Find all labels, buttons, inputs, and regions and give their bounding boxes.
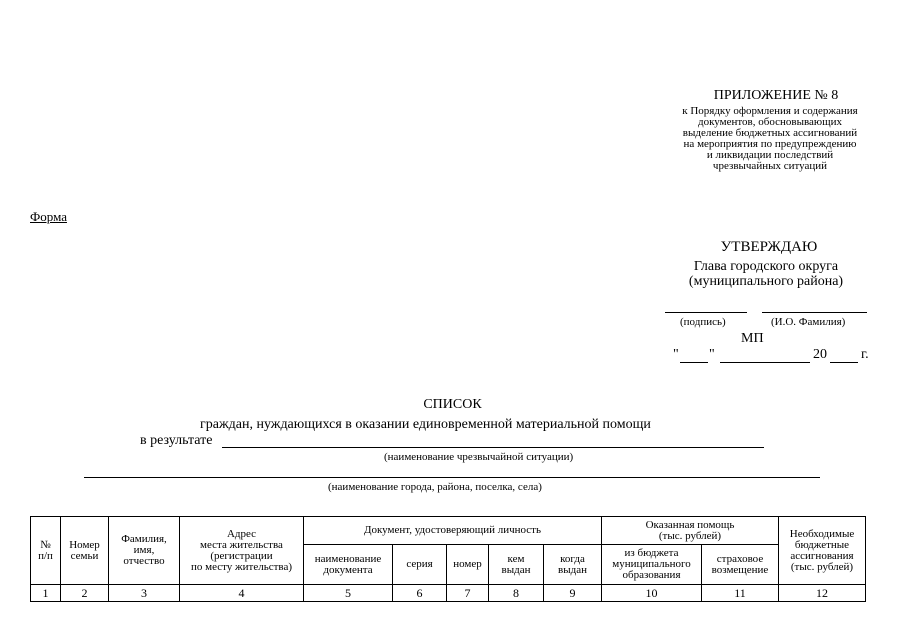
header-doc-number: номер	[447, 545, 489, 585]
date-open-quote: "	[673, 347, 679, 362]
column-number: 12	[779, 585, 866, 602]
appendix-block	[640, 88, 900, 172]
year-prefix: 20	[813, 347, 827, 362]
header-doc-series: серия	[393, 545, 447, 585]
header-doc-issued-by: кем выдан	[489, 545, 544, 585]
header-family: Номер семьи	[61, 517, 109, 585]
name-caption: (И.О. Фамилия)	[771, 316, 846, 328]
approval-position	[637, 259, 895, 289]
year-suffix: г.	[861, 347, 869, 362]
approval-heading: УТВЕРЖДАЮ	[720, 239, 818, 255]
emergency-caption: (наименование чрезвычайной ситуации)	[384, 451, 574, 463]
header-doc-name: наименование документа	[304, 545, 393, 585]
name-line	[762, 312, 867, 313]
appendix-line: на мероприятия по предупреждению	[683, 138, 857, 150]
place-line	[84, 477, 820, 478]
column-number: 5	[304, 585, 393, 602]
emergency-line	[222, 447, 764, 448]
date-close-quote: "	[709, 347, 715, 362]
appendix-line: чрезвычайных ситуаций	[712, 160, 828, 172]
column-number: 8	[489, 585, 544, 602]
column-number: 10	[602, 585, 702, 602]
appendix-line: документов, обосновывающих	[698, 116, 842, 128]
citizens-table	[30, 516, 866, 602]
appendix-line: к Порядку оформления и содержания	[682, 105, 858, 117]
header-help-municipal: из бюджета муниципального образования	[602, 545, 702, 585]
header-document-group: Документ, удостоверяющий личность	[304, 517, 602, 545]
appendix-line: выделение бюджетных ассигнований	[682, 127, 858, 139]
position-line: Глава городского округа	[693, 259, 839, 274]
result-prefix: в результате	[140, 433, 213, 448]
place-caption: (наименование города, района, поселка, села)	[328, 481, 542, 493]
header-needed: Необходимые бюджетные ассигнования (тыс. рублей)	[779, 517, 866, 585]
header-help-insurance: страховое возмещение	[702, 545, 779, 585]
column-number: 2	[61, 585, 109, 602]
list-title: СПИСОК	[423, 397, 482, 412]
appendix-description	[640, 106, 900, 172]
signature-caption: (подпись)	[680, 316, 726, 328]
list-subtitle: граждан, нуждающихся в оказании единовременной материальной помощи	[200, 417, 651, 432]
year-line	[830, 362, 858, 363]
signature-line	[665, 312, 747, 313]
header-address: Адрес места жительства (регистрации по месту жительства)	[180, 517, 304, 585]
column-number: 4	[180, 585, 304, 602]
column-number: 3	[109, 585, 180, 602]
appendix-title: ПРИЛОЖЕНИЕ № 8	[713, 88, 839, 103]
approval-block	[645, 238, 895, 289]
column-number: 6	[393, 585, 447, 602]
column-number: 11	[702, 585, 779, 602]
appendix-line: и ликвидации последствий	[706, 149, 834, 161]
header-fio: Фамилия, имя, отчество	[109, 517, 180, 585]
header-doc-issued-when: когда выдан	[544, 545, 602, 585]
column-number: 7	[447, 585, 489, 602]
column-number: 1	[31, 585, 61, 602]
month-line	[720, 362, 810, 363]
position-line: (муниципального района)	[688, 274, 844, 289]
header-help-group: Оказанная помощь (тыс. рублей)	[602, 517, 779, 545]
day-line	[680, 362, 708, 363]
stamp-label: МП	[741, 331, 764, 346]
form-label: Форма	[30, 209, 67, 224]
column-number: 9	[544, 585, 602, 602]
header-num: № п/п	[31, 517, 61, 585]
